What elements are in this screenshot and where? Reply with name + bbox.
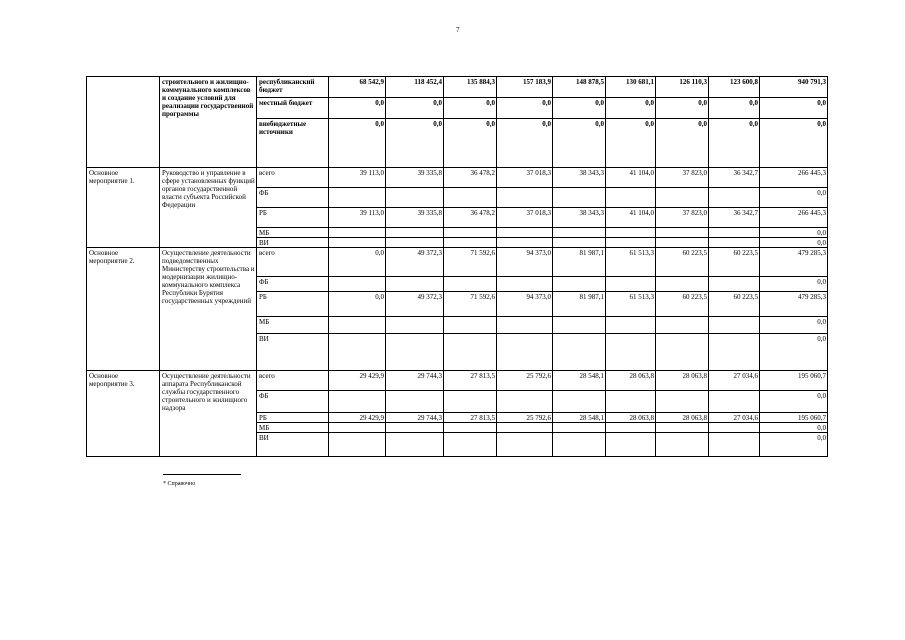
year-value-cell: 38 343,3 [553,168,606,188]
year-value-cell [709,433,760,457]
year-value-cell: 71 592,6 [444,292,497,317]
year-value-cell: 41 104,0 [606,208,656,228]
year-value-cell: 39 113,0 [329,208,386,228]
total-value-cell: 0,0 [760,188,828,208]
year-value-cell [329,238,386,248]
year-value-cell: 94 373,0 [497,248,553,277]
year-value-cell [606,433,656,457]
year-value-cell [329,391,386,413]
activity-name-cell: Руководство и управление в сфере установленных функций органов государственной власти субъекта Российской Федерации [160,168,257,248]
year-value-cell [656,188,709,208]
year-value-cell [553,423,606,433]
year-value-cell: 39 335,8 [386,168,444,188]
year-value-cell: 39 335,8 [386,208,444,228]
year-value-cell: 126 110,3 [656,77,709,98]
year-value-cell: 0,0 [656,119,709,168]
year-value-cell: 28 063,8 [656,413,709,423]
year-value-cell: 81 987,1 [553,248,606,277]
year-value-cell [606,277,656,292]
year-value-cell [606,334,656,371]
year-value-cell [444,433,497,457]
year-value-cell [709,334,760,371]
year-value-cell: 27 813,5 [444,413,497,423]
year-value-cell [553,277,606,292]
funding-source-cell: ВИ [257,334,329,371]
total-value-cell: 479 285,3 [760,248,828,277]
year-value-cell: 36 342,7 [709,208,760,228]
year-value-cell: 0,0 [606,119,656,168]
funding-source-cell: МБ [257,317,329,334]
total-value-cell: 0,0 [760,391,828,413]
year-value-cell [709,228,760,238]
year-value-cell: 118 452,4 [386,77,444,98]
total-value-cell: 195 060,7 [760,413,828,423]
year-value-cell: 130 681,1 [606,77,656,98]
year-value-cell: 60 223,5 [656,292,709,317]
year-value-cell [497,238,553,248]
funding-source-cell: местный бюджет [257,98,329,119]
activity-code-cell: Основное мероприятие 1. [87,168,160,248]
year-value-cell [606,423,656,433]
table-row [87,77,828,98]
year-value-cell [329,277,386,292]
total-value-cell: 266 445,3 [760,168,828,188]
year-value-cell [497,334,553,371]
year-value-cell: 37 823,0 [656,168,709,188]
year-value-cell [606,238,656,248]
activity-name-cell: Осуществление деятельности подведомственных Министерству строительства и модернизации жилищно-коммунального комплекса Республики Бурятия государственных учреждений [160,248,257,371]
year-value-cell [386,238,444,248]
year-value-cell: 29 744,3 [386,371,444,391]
year-value-cell [656,277,709,292]
year-value-cell: 0,0 [386,98,444,119]
year-value-cell [444,334,497,371]
funding-source-cell: ФБ [257,277,329,292]
year-value-cell: 81 987,1 [553,292,606,317]
year-value-cell: 0,0 [497,98,553,119]
year-value-cell: 25 792,6 [497,371,553,391]
total-value-cell: 0,0 [760,228,828,238]
year-value-cell: 28 063,8 [606,413,656,423]
funding-source-cell: ВИ [257,238,329,248]
year-value-cell [709,238,760,248]
year-value-cell [444,391,497,413]
year-value-cell [606,228,656,238]
year-value-cell [329,334,386,371]
year-value-cell [386,391,444,413]
table-row [87,168,828,188]
year-value-cell: 0,0 [709,98,760,119]
total-value-cell: 0,0 [760,98,828,119]
year-value-cell [386,188,444,208]
year-value-cell [606,317,656,334]
total-value-cell: 0,0 [760,334,828,371]
year-value-cell: 49 372,3 [386,248,444,277]
year-value-cell: 148 878,5 [553,77,606,98]
year-value-cell [444,188,497,208]
year-value-cell: 37 018,3 [497,208,553,228]
year-value-cell [444,423,497,433]
funding-source-cell: ФБ [257,391,329,413]
year-value-cell [606,188,656,208]
year-value-cell: 61 513,3 [606,292,656,317]
year-value-cell [709,317,760,334]
year-value-cell [553,334,606,371]
year-value-cell [497,433,553,457]
year-value-cell [553,433,606,457]
year-value-cell [709,188,760,208]
year-value-cell [497,317,553,334]
year-value-cell: 28 063,8 [606,371,656,391]
funding-source-cell: ФБ [257,188,329,208]
total-value-cell: 479 285,3 [760,292,828,317]
year-value-cell [553,188,606,208]
year-value-cell: 36 342,7 [709,168,760,188]
year-value-cell [497,228,553,238]
year-value-cell [329,423,386,433]
year-value-cell: 0,0 [656,98,709,119]
year-value-cell [656,238,709,248]
year-value-cell: 0,0 [444,119,497,168]
total-value-cell: 0,0 [760,433,828,457]
year-value-cell [553,317,606,334]
year-value-cell [497,188,553,208]
funding-source-cell: РБ [257,413,329,423]
year-value-cell: 25 792,6 [497,413,553,423]
year-value-cell [329,317,386,334]
year-value-cell: 27 813,5 [444,371,497,391]
year-value-cell: 0,0 [553,98,606,119]
footnote: * Справочно [163,481,196,487]
total-value-cell: 0,0 [760,238,828,248]
total-value-cell: 0,0 [760,277,828,292]
activity-code-cell [87,77,160,168]
year-value-cell: 49 372,3 [386,292,444,317]
year-value-cell [553,391,606,413]
year-value-cell: 41 104,0 [606,168,656,188]
funding-source-cell: МБ [257,423,329,433]
year-value-cell [386,423,444,433]
year-value-cell: 38 343,3 [553,208,606,228]
year-value-cell: 0,0 [444,98,497,119]
year-value-cell [386,317,444,334]
year-value-cell [656,228,709,238]
year-value-cell: 29 429,9 [329,413,386,423]
year-value-cell [709,391,760,413]
year-value-cell [656,423,709,433]
year-value-cell [497,423,553,433]
year-value-cell: 28 063,8 [656,371,709,391]
activity-name-cell: Осуществление деятельности аппарата Республиканской службы государственного строительного и жилищного надзора [160,371,257,457]
year-value-cell [329,188,386,208]
funding-source-cell: внебюджетные источники [257,119,329,168]
year-value-cell [386,334,444,371]
year-value-cell [444,277,497,292]
year-value-cell: 0,0 [329,248,386,277]
page-number: 7 [456,26,460,34]
year-value-cell: 157 183,9 [497,77,553,98]
year-value-cell: 27 034,6 [709,371,760,391]
year-value-cell: 28 548,1 [553,371,606,391]
year-value-cell [444,238,497,248]
year-value-cell: 0,0 [329,98,386,119]
total-value-cell: 0,0 [760,423,828,433]
year-value-cell: 0,0 [386,119,444,168]
year-value-cell [497,277,553,292]
year-value-cell: 0,0 [606,98,656,119]
funding-source-cell: всего [257,371,329,391]
total-value-cell: 195 060,7 [760,371,828,391]
table-body [87,77,828,457]
year-value-cell: 0,0 [497,119,553,168]
year-value-cell [386,228,444,238]
year-value-cell: 36 478,2 [444,208,497,228]
activity-code-cell: Основное мероприятие 2. [87,248,160,371]
year-value-cell: 94 373,0 [497,292,553,317]
year-value-cell [656,391,709,413]
year-value-cell [709,423,760,433]
table-row [87,248,828,277]
year-value-cell: 0,0 [329,119,386,168]
year-value-cell [386,277,444,292]
year-value-cell [329,433,386,457]
year-value-cell [553,228,606,238]
funding-source-cell: МБ [257,228,329,238]
footnote-rule [163,474,241,475]
year-value-cell: 37 823,0 [656,208,709,228]
year-value-cell: 123 600,8 [709,77,760,98]
year-value-cell: 27 034,6 [709,413,760,423]
year-value-cell [497,391,553,413]
funding-source-cell: ВИ [257,433,329,457]
year-value-cell: 0,0 [329,292,386,317]
year-value-cell: 61 513,3 [606,248,656,277]
year-value-cell: 29 744,3 [386,413,444,423]
year-value-cell: 71 592,6 [444,248,497,277]
activity-name-cell: строительного и жилищно-коммунального комплексов и создание условий для реализации государственной программы [160,77,257,168]
year-value-cell [656,334,709,371]
funding-source-cell: РБ [257,292,329,317]
total-value-cell: 0,0 [760,119,828,168]
total-value-cell: 0,0 [760,317,828,334]
year-value-cell [386,433,444,457]
year-value-cell: 0,0 [709,119,760,168]
funding-source-cell: всего [257,248,329,277]
table-row [87,371,828,391]
year-value-cell [444,317,497,334]
year-value-cell [606,391,656,413]
budget-table [86,76,828,457]
year-value-cell: 0,0 [553,119,606,168]
funding-source-cell: РБ [257,208,329,228]
total-value-cell: 266 445,3 [760,208,828,228]
year-value-cell [656,433,709,457]
year-value-cell [444,228,497,238]
year-value-cell [553,238,606,248]
year-value-cell [709,277,760,292]
funding-source-cell: всего [257,168,329,188]
activity-code-cell: Основное мероприятие 3. [87,371,160,457]
year-value-cell: 60 223,5 [709,248,760,277]
year-value-cell: 36 478,2 [444,168,497,188]
year-value-cell: 28 548,1 [553,413,606,423]
year-value-cell [656,317,709,334]
year-value-cell: 60 223,5 [656,248,709,277]
year-value-cell: 37 018,3 [497,168,553,188]
total-value-cell: 940 791,3 [760,77,828,98]
funding-source-cell: республиканский бюджет [257,77,329,98]
year-value-cell [329,228,386,238]
year-value-cell: 29 429,9 [329,371,386,391]
year-value-cell: 39 113,0 [329,168,386,188]
year-value-cell: 60 223,5 [709,292,760,317]
year-value-cell: 68 542,9 [329,77,386,98]
year-value-cell: 135 884,3 [444,77,497,98]
